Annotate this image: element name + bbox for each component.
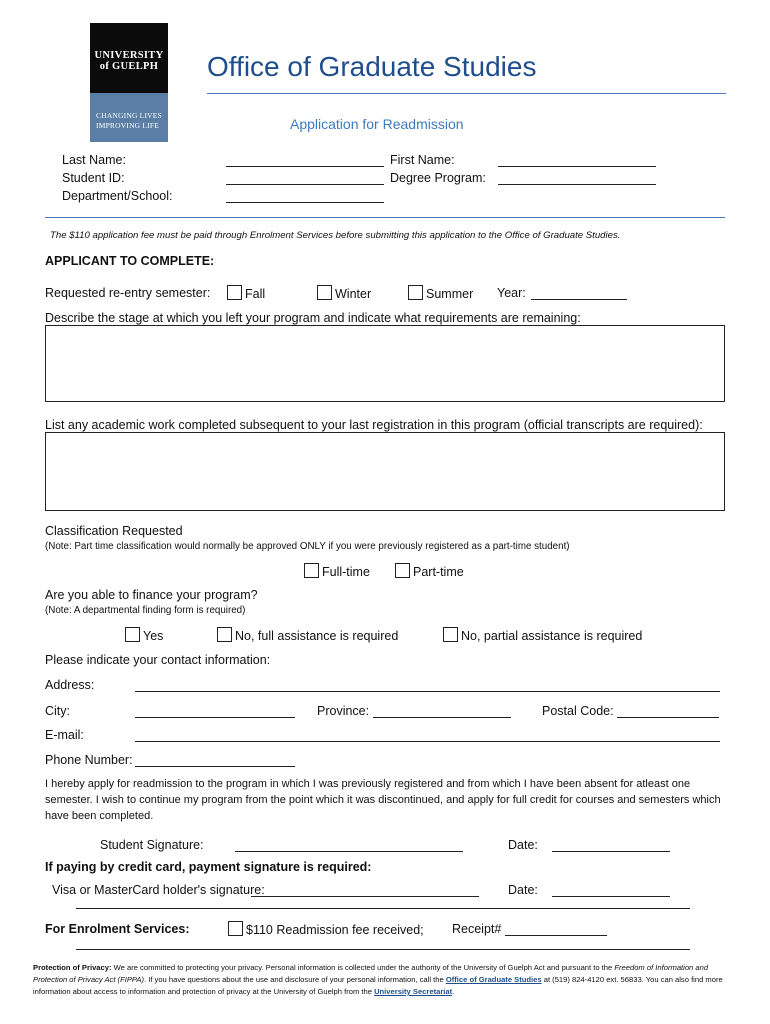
full-time-checkbox[interactable] — [304, 563, 319, 578]
winter-checkbox[interactable] — [317, 285, 332, 300]
postal-code-label: Postal Code: — [542, 704, 614, 718]
declaration-text: I hereby apply for readmission to the program in which I was previously registered and from which I have been absent for atleast one semester. I wish to continue my program from the point which it was discontinued, and apply for full credit for courses and semesters which have been completed. — [45, 778, 721, 822]
city-label: City: — [45, 704, 70, 718]
academic-work-label: List any academic work completed subsequent to your last registration in this program (official transcripts are required): — [45, 418, 703, 432]
finance-no-partial-label: No, partial assistance is required — [461, 629, 643, 643]
first-name-label: First Name: — [390, 153, 455, 167]
first-name-field[interactable] — [498, 153, 656, 170]
student-date-field[interactable] — [552, 838, 670, 855]
address-field[interactable] — [135, 678, 720, 695]
enrolment-label: For Enrolment Services: — [45, 922, 190, 936]
fall-label: Fall — [245, 287, 266, 301]
full-time-option[interactable] — [304, 563, 370, 579]
card-date-label: Date: — [508, 883, 538, 897]
year-label: Year: — [497, 286, 526, 300]
semester-summer-option[interactable] — [408, 285, 473, 301]
city-field[interactable] — [135, 704, 295, 721]
describe-textbox[interactable] — [45, 325, 725, 402]
last-name-label: Last Name: — [62, 153, 126, 167]
receipt-label: Receipt# — [452, 922, 502, 936]
privacy-text-4: . — [452, 987, 455, 996]
card-signature-label: Visa or MasterCard holder's signature: — [52, 883, 265, 897]
card-date-field[interactable] — [552, 883, 670, 900]
credit-card-heading: If paying by credit card, payment signature is required: — [45, 860, 372, 874]
enrolment-bottom-rule — [76, 949, 690, 950]
finance-yes-option[interactable] — [125, 627, 163, 643]
part-time-option[interactable] — [395, 563, 464, 579]
fee-received-label: $110 Readmission fee received; — [246, 923, 424, 937]
summer-checkbox[interactable] — [408, 285, 423, 300]
title-divider — [207, 93, 726, 94]
winter-label: Winter — [335, 287, 372, 301]
office-graduate-studies-link[interactable]: Office of Graduate Studies — [445, 975, 542, 984]
finance-label: Are you able to finance your program? — [45, 588, 258, 602]
finance-no-partial-checkbox[interactable] — [443, 627, 458, 642]
finance-no-partial-option[interactable] — [443, 627, 642, 643]
classification-label: Classification Requested — [45, 524, 183, 538]
form-subtitle: Application for Readmission — [290, 116, 464, 132]
contact-label: Please indicate your contact information: — [45, 653, 271, 667]
logo-crest-panel — [90, 23, 168, 93]
semester-fall-option[interactable] — [227, 285, 265, 301]
privacy-notice — [33, 962, 733, 998]
student-id-label: Student ID: — [62, 171, 125, 185]
email-label: E-mail: — [45, 728, 84, 742]
degree-program-label: Degree Program: — [390, 171, 486, 185]
describe-label: Describe the stage at which you left your program and indicate what requirements are remaining: — [45, 311, 581, 325]
student-id-field[interactable] — [226, 171, 384, 188]
identity-divider — [45, 217, 725, 218]
privacy-act-name: Freedom of Information and Protection of Privacy Act (FIPPA) — [33, 963, 709, 984]
card-signature-field[interactable] — [251, 883, 479, 900]
finance-no-full-option[interactable] — [217, 627, 398, 643]
student-signature-field[interactable] — [235, 838, 463, 855]
finance-no-full-checkbox[interactable] — [217, 627, 232, 642]
finance-yes-checkbox[interactable] — [125, 627, 140, 642]
department-label: Department/School: — [62, 189, 173, 203]
full-time-label: Full-time — [322, 565, 370, 579]
degree-program-field[interactable] — [498, 171, 656, 188]
last-name-field[interactable] — [226, 153, 384, 170]
enrolment-top-rule — [76, 908, 690, 909]
privacy-heading: Protection of Privacy: — [33, 963, 112, 972]
university-logo — [90, 23, 168, 142]
fee-received-checkbox[interactable] — [228, 921, 243, 936]
address-label: Address: — [45, 678, 95, 692]
logo-tagline-line2: IMPROVING LIFE — [96, 121, 160, 130]
applicant-heading: APPLICANT TO COMPLETE: — [45, 254, 215, 268]
academic-work-textbox[interactable] — [45, 432, 725, 511]
logo-tagline-line1: CHANGING LIVES — [96, 111, 162, 120]
receipt-field[interactable] — [505, 922, 607, 939]
page-title: Office of Graduate Studies — [207, 51, 537, 82]
logo-wordmark — [90, 50, 168, 72]
department-field[interactable] — [226, 189, 384, 206]
student-signature-label: Student Signature: — [100, 838, 204, 852]
fee-received-option[interactable] — [228, 921, 424, 937]
student-date-label: Date: — [508, 838, 538, 852]
privacy-text-3: at (519) 824-4120 ext. 56833. You can also find more information about access to information and protection of privacy at the University of Guelph from the — [33, 975, 723, 996]
semester-label: Requested re-entry semester: — [45, 286, 211, 300]
email-field[interactable] — [135, 728, 720, 745]
privacy-text-2: . If you have questions about the use and disclosure of your personal information, call the — [143, 975, 446, 984]
province-field[interactable] — [373, 704, 511, 721]
semester-winter-option[interactable] — [317, 285, 371, 301]
part-time-checkbox[interactable] — [395, 563, 410, 578]
university-secretariat-link[interactable]: University Secretariat — [374, 987, 453, 996]
privacy-text-1: We are committed to protecting your privacy. Personal information is collected under the authority of the University of Guelph Act and pursuant to the — [111, 963, 615, 972]
summer-label: Summer — [426, 287, 474, 301]
classification-note: (Note: Part time classification would normally be approved ONLY if you were previously registered as a part-time student) — [45, 541, 570, 552]
finance-no-full-label: No, full assistance is required — [235, 629, 399, 643]
province-label: Province: — [317, 704, 370, 718]
fall-checkbox[interactable] — [227, 285, 242, 300]
phone-label: Phone Number: — [45, 753, 133, 767]
phone-field[interactable] — [135, 753, 295, 770]
logo-university-text: UNIVERSITY — [94, 50, 164, 61]
logo-tagline — [96, 111, 168, 131]
finance-yes-label: Yes — [143, 629, 164, 643]
finance-note: (Note: A departmental finding form is required) — [45, 605, 246, 616]
fee-notice: The $110 application fee must be paid through Enrolment Services before submitting this application to the Office of Graduate Studies. — [50, 230, 621, 241]
part-time-label: Part-time — [413, 565, 464, 579]
logo-guelph-text: of GUELPH — [99, 61, 159, 72]
year-field[interactable] — [531, 286, 627, 303]
postal-code-field[interactable] — [617, 704, 719, 721]
logo-tagline-panel — [90, 93, 168, 142]
